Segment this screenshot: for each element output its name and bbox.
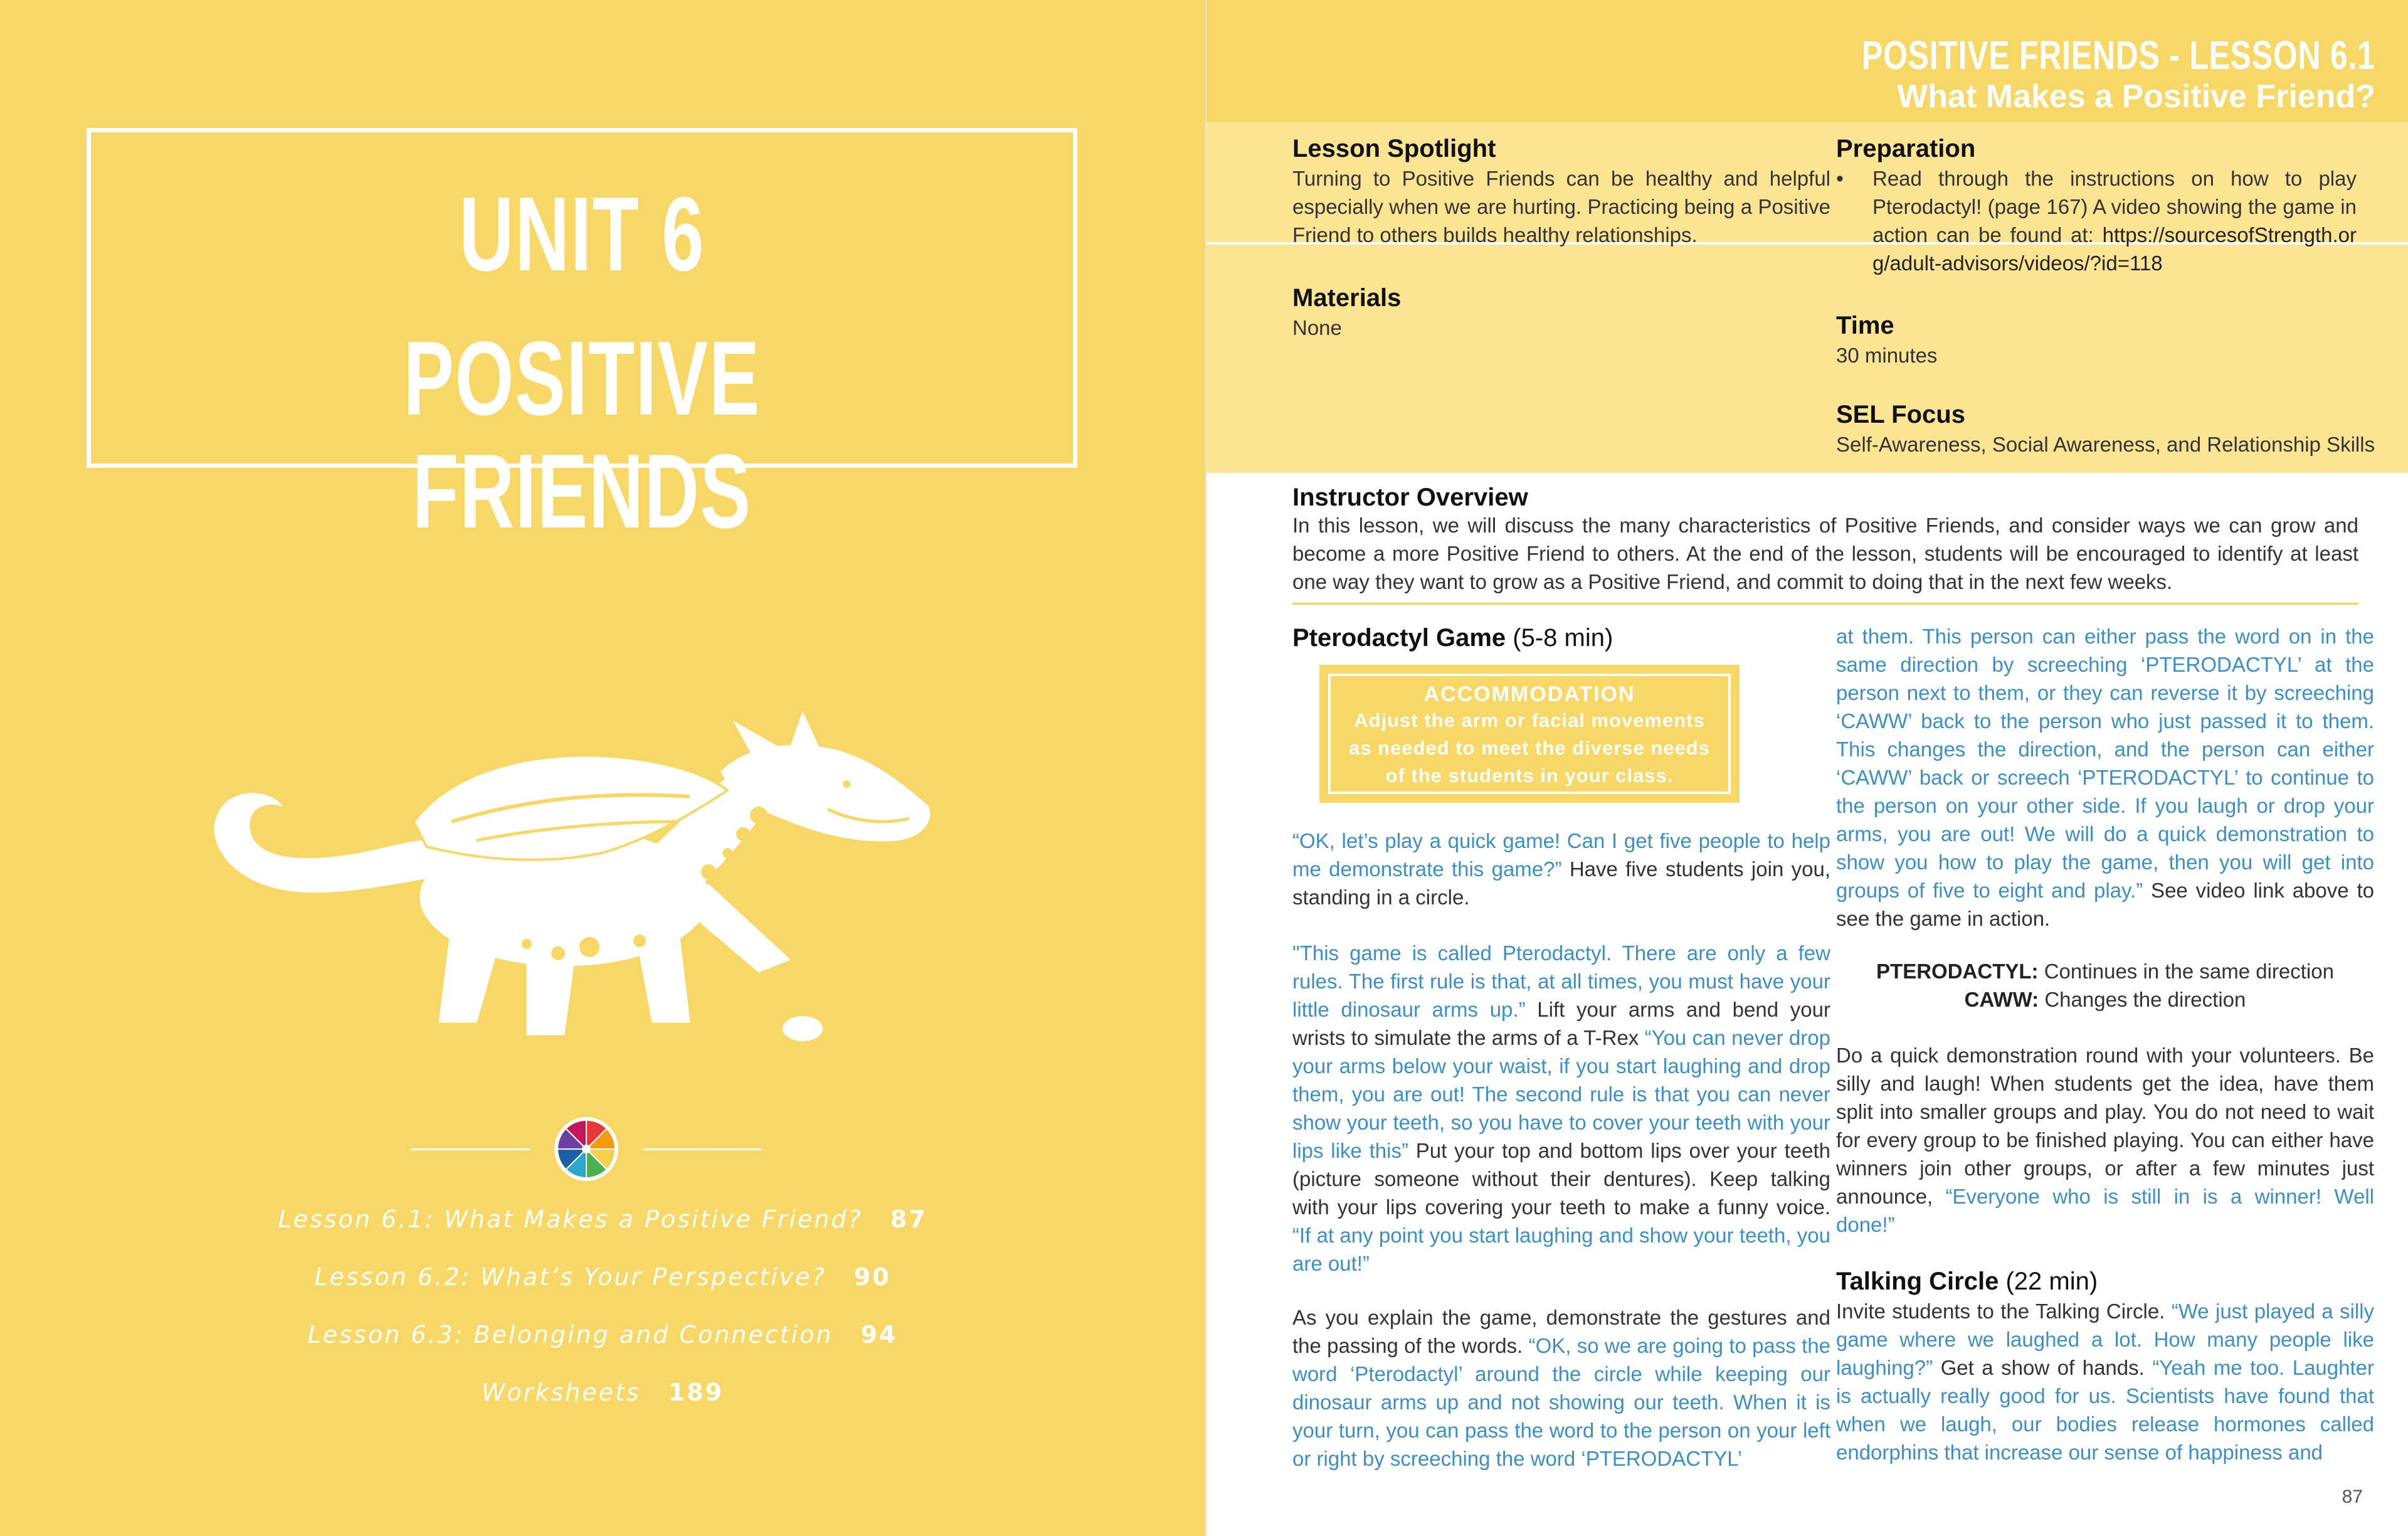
quote: “OK, let’s play a quick game! Can I get five people to help me demonstrate this game?” [1292,829,1830,881]
game-paragraph-3 [1292,1303,1830,1473]
time-text: 30 minutes [1836,344,1938,367]
overview-heading: Instructor Overview [1292,484,1528,511]
instruction: Have five students join you, standing in a circle. [1292,857,1830,909]
preparation-instructions: Read through the instructions on how to play Pterodactyl! (page 167) A video showing the game in action can be found at: [1872,167,2357,246]
game-heading [1292,623,1613,652]
game-title: Pterodactyl Game [1292,624,1506,652]
instruction: As you explain the game, demonstrate the gestures and the passing of the words. [1292,1306,1830,1357]
toc-item-label: Lesson 6.2: What’s Your Perspective? [314,1263,826,1291]
color-wheel-icon [554,1116,619,1182]
instruction: Do a quick demonstration round with your volunteers. Be silly and laugh! When students get the idea, have them split into smaller groups and play. You do not need to wait for every group to be finished playing. You can either have winners join other groups, or after a few minutes just announce, [1836,1044,2374,1208]
lesson-label: POSITIVE FRIENDS - LESSON 6.1 [1862,33,2375,78]
toc-item[interactable] [0,1205,1205,1233]
spotlight-text: Turning to Positive Friends can be healthy and helpful especially when we are hurting. Practicing being a Positive Friend to others builds healthy relationships. [1292,167,1830,246]
instruction: Lift your arms and bend your wrists to simulate the arms of a T-Rex [1292,998,1830,1049]
unit-title: POSITIVE FRIENDS [403,319,761,550]
game-paragraph-2 [1292,939,1830,1278]
quote: “We just played a silly game where we laughed a lot. How many people like laughing?” [1836,1300,2374,1379]
accommodation-title: ACCOMMODATION [1423,682,1635,706]
game-duration: (5-8 min) [1506,624,1613,652]
rule-pterodactyl [1836,957,2374,985]
rule-caww [1836,985,2374,1014]
divider-line-left [411,1148,530,1150]
spotlight-heading: Lesson Spotlight [1292,135,1496,162]
unit-title-box [87,128,1077,550]
lesson-title: What Makes a Positive Friend? [1897,78,2375,115]
toc-item-page: 90 [853,1263,891,1291]
toc-item-label: Lesson 6.1: What Makes a Positive Friend? [278,1205,863,1233]
toc-item-page: 87 [890,1205,927,1233]
toc-item-page: 94 [860,1321,898,1348]
talking-heading [1836,1267,2098,1296]
preparation-heading: Preparation [1836,135,1976,162]
lesson-page [1205,0,2408,1536]
materials-heading: Materials [1292,284,1402,312]
quote: “You can never drop your arms below your waist, if you start laughing and drop them, you are out! The second rule is that you can never show your teeth, so you have to cover your teeth with your lips like this” [1292,1026,1830,1162]
sel-heading: SEL Focus [1836,401,1965,428]
game-paragraph-5 [1836,1041,2374,1239]
video-link[interactable]: https://sourcesofStrength.org/adult-advisors/videos/?id=118 [1872,223,2357,275]
rule-value: Changes the direction [2039,988,2246,1011]
accommodation-box [1319,665,1740,803]
quote: at them. This person can either pass the word on in the same direction by screeching ‘PTERODACTYL’ at the person next to them, or they can reverse it by screeching ‘CAWW’ back to the person who just passed it to them. This changes the direction, and the person can either ‘CAWW’ back or screech ‘PTERODACTYL’ to continue to the person on your other side. If you laugh or drop your arms, you are out! We will do a quick demonstration to show you how to play the game, then you will get into groups of five to eight and play.” [1836,625,2374,902]
overview-text: In this lesson, we will discuss the many characteristics of Positive Friends, and consider ways we can grow and become a more Positive Friend to others. At the end of the lesson, students will be encouraged to identify at least one way they want to grow as a Positive Friend, and commit to doing that in the next few weeks. [1292,514,2358,593]
game-paragraph-1 [1292,827,1830,911]
talking-duration: (22 min) [1999,1268,2098,1295]
materials-text: None [1292,316,1342,339]
toc-item-page: 189 [668,1379,724,1406]
rule-key: PTERODACTYL: [1876,960,2039,983]
instruction: Get a show of hands. [1933,1356,2153,1379]
accommodation-frame [1328,674,1731,794]
talking-title: Talking Circle [1836,1268,1999,1295]
instruction: Invite students to the Talking Circle. [1836,1300,2172,1323]
rule-key: CAWW: [1964,988,2039,1011]
lesson-header [1207,0,2408,122]
rules-list [1836,957,2374,1014]
time-heading: Time [1836,312,1894,339]
page-number: 87 [2342,1486,2363,1507]
toc-item-label: Worksheets [481,1379,641,1406]
talking-paragraph [1836,1297,2374,1466]
quote: “If at any point you start laughing and show your teeth, you are out!” [1292,1224,1830,1275]
sel-text: Self-Awareness, Social Awareness, and Relationship Skills [1836,433,2375,456]
quote: “OK, so we are going to pass the word ‘Pterodactyl’ around the circle while keeping our dinosaur arms up and not showing our teeth. When it is your turn, you can pass the word to the person on your left or right by screeching the word ‘PTERODACTYL’ [1292,1334,1830,1470]
divider-with-wheel [411,1116,762,1182]
preparation-text [1872,164,2357,277]
wheel-center [582,1145,591,1153]
section-divider [1292,603,2358,605]
game-paragraph-4 [1836,622,2374,933]
dragon-illustration [125,696,1066,1073]
toc-item[interactable] [0,1321,1205,1348]
instruction: Put your top and bottom lips over your teeth (picture someone without their dentures). Keep talking with your lips covering your teeth to make a funny voice. [1292,1139,1830,1219]
unit-number: UNIT 6 [459,175,705,293]
toc-item-label: Lesson 6.3: Belonging and Connection [307,1321,833,1348]
toc-item[interactable] [0,1379,1205,1406]
toc-item[interactable] [0,1263,1205,1291]
quote: “Everyone who is still in is a winner! Well done!” [1836,1185,2374,1236]
rule-value: Continues in the same direction [2038,960,2334,983]
divider-line-right [643,1148,762,1150]
bullet-icon: • [1836,167,1844,191]
instruction: See video link above to see the game in action. [1836,879,2374,930]
quote: “Yeah me too. Laughter is actually really good for us. Scientists have found that when we laugh, our bodies release hormones called endorphins that increase our sense of happiness and [1836,1356,2374,1464]
accommodation-text: Adjust the arm or facial movements as needed to meet the diverse needs of the students in your class. [1349,709,1710,787]
quote: "This game is called Pterodactyl. There are only a few rules. The first rule is that, at all times, you must have your little dinosaur arms up.” [1292,941,1830,1021]
